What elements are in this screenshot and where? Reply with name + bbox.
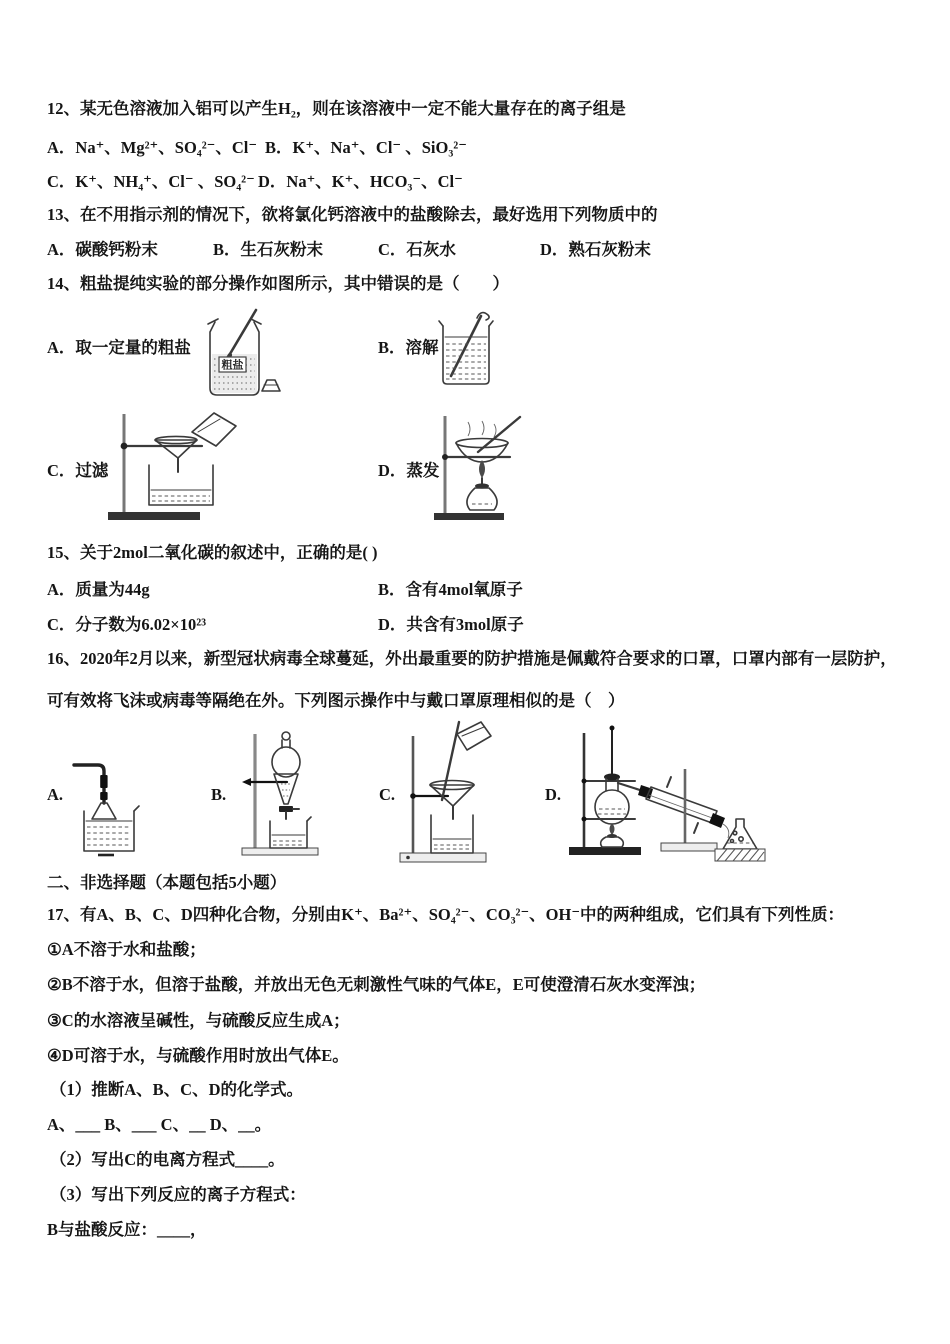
q17-clue-1: ①A不溶于水和盐酸； <box>47 940 206 959</box>
q15-option-d: D．共含有3mol原子 <box>378 615 524 634</box>
filtration-apparatus-icon <box>398 720 491 868</box>
q14-figure-d <box>432 410 525 523</box>
bottle-label: 粗盐 <box>221 359 244 372</box>
q15-option-a: A．质量为44g <box>47 580 150 599</box>
q17-clue-3: ③C的水溶液呈碱性，与硫酸反应生成A； <box>47 1011 350 1030</box>
q16-stem-line1: 16、2020年2月以来，新型冠状病毒全球蔓延，外出最重要的防护措施是佩戴符合要求的口罩，口罩内部有一层防护， <box>47 649 897 668</box>
q17-stem: 17、有A、B、C、D四种化合物，分别由K⁺、Ba²⁺、SO₄²⁻、CO₃²⁻、OH⁻中的两种组成，它们具有下列性质： <box>47 905 845 924</box>
q15-option-b: B．含有4mol氧原子 <box>378 580 523 599</box>
q17-part2: （2）写出C的电离方程式____。 <box>50 1150 285 1169</box>
q13-option-a: A．碳酸钙粉末 <box>47 240 158 259</box>
q14-figure-c <box>104 410 242 523</box>
q13-option-c: C．石灰水 <box>378 240 456 259</box>
q12-option-d: D．Na⁺、K⁺、HCO₃⁻、Cl⁻ <box>258 172 463 191</box>
q16-option-c-label: C. <box>379 785 396 804</box>
q14-option-a-label: A．取一定量的粗盐 <box>47 338 191 357</box>
filtration-apparatus-icon <box>104 410 242 523</box>
section-heading: 二、非选择题（本题包括5小题） <box>47 873 287 892</box>
q14-stem: 14、粗盐提纯实验的部分操作如图所示，其中错误的是（ ） <box>47 274 509 293</box>
q16-figure-a <box>70 745 152 857</box>
q16-figure-b <box>237 722 325 860</box>
q12-option-c: C．K⁺、NH₄⁺、Cl⁻ 、SO₄²⁻ <box>47 172 255 191</box>
q17-clue-2: ②B不溶于水，但溶于盐酸，并放出无色无刺激性气味的气体E，E可使澄清石灰水变浑浊； <box>47 975 706 994</box>
q14-figure-a <box>196 306 281 398</box>
q12-stem: 12、某无色溶液加入铝可以产生H₂，则在该溶液中一定不能大量存在的离子组是 <box>47 99 626 118</box>
beaker-with-stirring-rod-icon <box>433 306 495 388</box>
q16-figure-c <box>398 720 491 868</box>
separating-funnel-apparatus-icon <box>237 722 325 860</box>
q17-blanks-line: A、___ B、___ C、__ D、__。 <box>47 1115 272 1134</box>
q17-part3: （3）写出下列反应的离子方程式： <box>50 1185 306 1204</box>
distillation-apparatus-icon <box>565 725 778 863</box>
q15-option-c: C．分子数为6.02×10²³ <box>47 615 207 634</box>
q16-option-d-label: D. <box>545 785 562 804</box>
q17-b-hcl-line: B与盐酸反应：____， <box>47 1220 207 1239</box>
reagent-bottle-with-spatula-icon <box>196 306 281 398</box>
q16-figure-d <box>565 725 778 863</box>
q13-option-d: D．熟石灰粉末 <box>540 240 651 259</box>
q14-option-c-label: C．过滤 <box>47 461 109 480</box>
q14-option-b-label: B．溶解 <box>378 338 439 357</box>
q14-option-d-label: D．蒸发 <box>378 461 440 480</box>
q16-stem-line2: 可有效将飞沫或病毒等隔绝在外。下列图示操作中与戴口罩原理相似的是（ ） <box>47 691 625 710</box>
q16-option-b-label: B. <box>211 785 227 804</box>
q13-stem: 13、在不用指示剂的情况下，欲将氯化钙溶液中的盐酸除去，最好选用下列物质中的 <box>47 205 658 224</box>
q15-stem: 15、关于2mol二氧化碳的叙述中，正确的是( ) <box>47 543 378 562</box>
q12-option-a: A．Na⁺、Mg²⁺、SO₄²⁻、Cl⁻ <box>47 138 258 157</box>
q17-clue-4: ④D可溶于水，与硫酸作用时放出气体E。 <box>47 1046 349 1065</box>
gas-delivery-tube-into-beaker-icon <box>70 745 152 857</box>
q16-option-a-label: A. <box>47 785 64 804</box>
q17-part1: （1）推断A、B、C、D的化学式。 <box>50 1080 304 1099</box>
evaporation-apparatus-icon <box>432 410 525 523</box>
q14-figure-b <box>433 306 495 388</box>
q12-option-b: B．K⁺、Na⁺、Cl⁻ 、SiO₃²⁻ <box>265 138 467 157</box>
q13-option-b: B．生石灰粉末 <box>213 240 324 259</box>
